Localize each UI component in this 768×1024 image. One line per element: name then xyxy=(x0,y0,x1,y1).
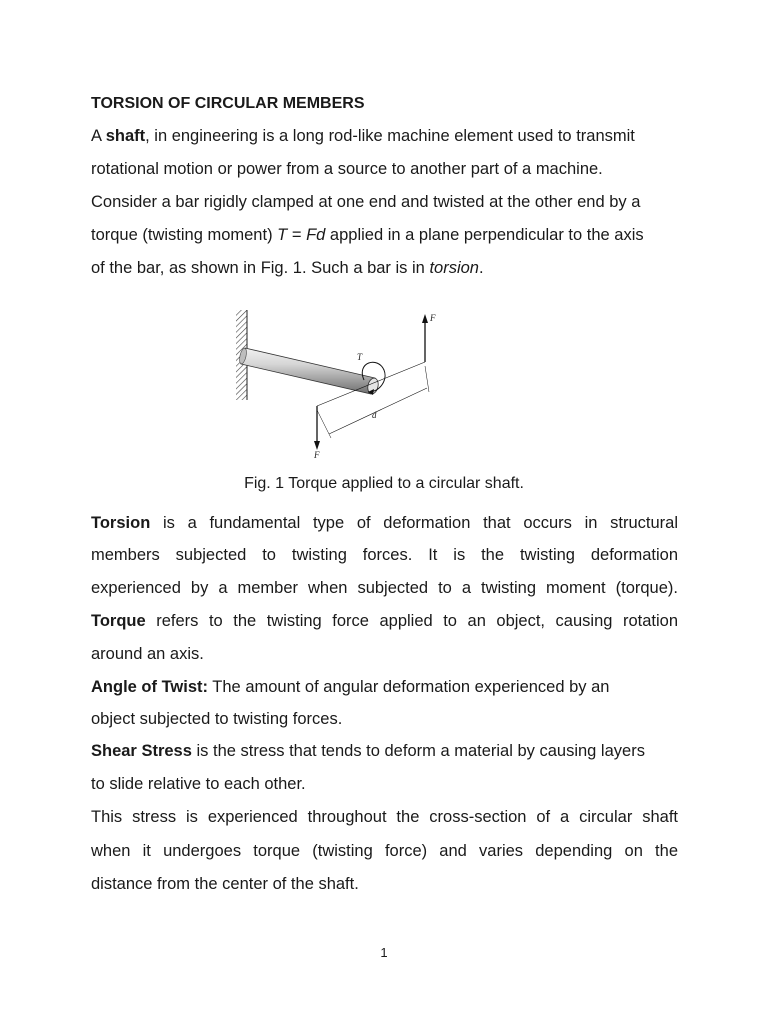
term-shaft: shaft xyxy=(105,127,146,145)
intro-line-1 xyxy=(91,127,635,146)
body-line: experienced by a member when subjected to a twisting moment (torque). xyxy=(91,579,678,597)
label-d: d xyxy=(372,410,377,420)
bottom-force-arrowhead xyxy=(314,441,320,450)
body-text: is the stress that tends to deform a material by causing layers xyxy=(191,742,645,760)
body-line: members subjected to twisting forces. It is the twisting deformation xyxy=(91,546,678,564)
body-line xyxy=(91,678,609,697)
body-line xyxy=(91,514,678,533)
intro-line-4 xyxy=(91,226,644,245)
body-text: is a fundamental type of deformation that occurs in structural xyxy=(150,514,678,532)
body-line xyxy=(91,742,645,761)
intro-text: = xyxy=(287,226,307,244)
figure-caption: Fig. 1 Torque applied to a circular shaft. xyxy=(244,475,524,492)
intro-text: A xyxy=(91,127,106,145)
body-line: distance from the center of the shaft. xyxy=(91,875,359,893)
term-shear-stress: Shear Stress xyxy=(91,742,192,760)
body-line: to slide relative to each other. xyxy=(91,775,306,793)
term-torque: Torque xyxy=(91,612,146,630)
body-line: This stress is experienced throughout the cross-section of a circular shaft xyxy=(91,808,678,826)
page-number: 1 xyxy=(380,945,388,960)
intro-line-3: Consider a bar rigidly clamped at one end and twisted at the other end by a xyxy=(91,193,641,211)
term-torsion-italic: torsion xyxy=(429,259,479,277)
symbol-T: T xyxy=(277,226,288,244)
body-line: object subjected to twisting forces. xyxy=(91,710,343,728)
body-line: around an axis. xyxy=(91,645,204,663)
label-T: T xyxy=(357,352,363,362)
intro-text: . xyxy=(478,259,484,277)
shaft-body xyxy=(241,348,375,394)
intro-text: of the bar, as shown in Fig. 1. Such a bar is in xyxy=(91,259,430,277)
symbol-Fd: Fd xyxy=(306,226,326,244)
intro-line-5 xyxy=(91,259,484,278)
term-torsion: Torsion xyxy=(91,514,151,532)
intro-text: applied in a plane perpendicular to the axis xyxy=(325,226,644,244)
page-heading: TORSION OF CIRCULAR MEMBERS xyxy=(91,95,365,112)
torque-shaft-figure xyxy=(228,306,448,466)
body-line xyxy=(91,612,678,631)
term-angle-of-twist: Angle of Twist: xyxy=(91,678,209,696)
intro-text: torque (twisting moment) xyxy=(91,226,278,244)
label-F-top: F xyxy=(430,313,436,323)
body-text: The amount of angular deformation experienced by an xyxy=(208,678,610,696)
label-F-bottom: F xyxy=(314,450,320,460)
body-line: when it undergoes torque (twisting force) and varies depending on the xyxy=(91,842,678,860)
body-text: refers to the twisting force applied to an object, causing rotation xyxy=(145,612,678,630)
intro-line-2: rotational motion or power from a source to another part of a machine. xyxy=(91,160,603,178)
intro-text: , in engineering is a long rod-like machine element used to transmit xyxy=(145,127,635,145)
top-force-arrowhead xyxy=(422,314,428,323)
dimension-ext-1 xyxy=(317,410,331,438)
